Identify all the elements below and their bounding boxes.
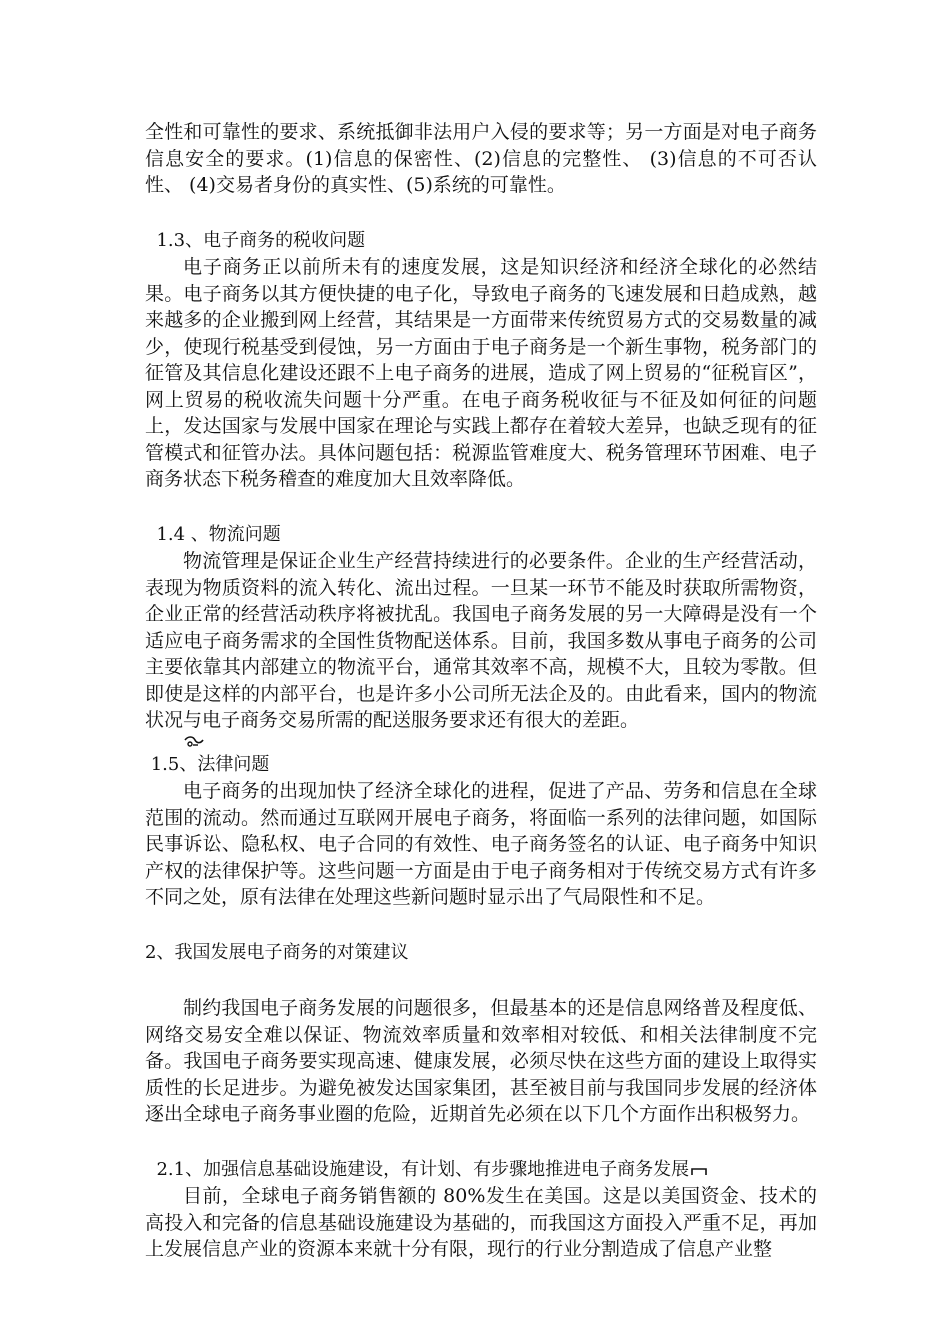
spacer bbox=[145, 199, 817, 228]
bracket-mark-icon bbox=[691, 1164, 707, 1176]
paragraph-2-1: 目前，全球电子商务销售额的 80%发生在美国。这是以美国资金、技术的高投入和完备的信息基础设施建设为基础的，而我国这方面投入严重不足，再加上发展信息产业的资源本来就十分有限，现行的行业分割造成了信息产业整 bbox=[145, 1185, 817, 1260]
scribble-mark-icon bbox=[183, 732, 205, 752]
heading-1-3: 1.3、电子商务的税收问题 bbox=[145, 229, 366, 251]
spacer bbox=[145, 493, 817, 522]
heading-1-5: 1.5、法律问题 bbox=[145, 753, 270, 775]
spacer bbox=[145, 1128, 817, 1157]
heading-1-4: 1.4 、物流问题 bbox=[145, 523, 281, 545]
spacer bbox=[145, 911, 817, 940]
spacer bbox=[145, 966, 817, 995]
paragraph-1-3: 电子商务正以前所未有的速度发展，这是知识经济和经济全球化的必然结果。电子商务以其方便快捷的电子化，导致电子商务的飞速发展和日趋成熟，越来越多的企业搬到网上经营，其结果是一方面带来传统贸易方式的交易数量的减少，使现行税基受到侵蚀，另一方面由于电子商务是一个新生事物，税务部门的征管及其信息化建设还跟不上电子商务的进展，造成了网上贸易的“征税盲区”，网上贸易的税收流失问题十分严重。在电子商务税收征与不征及如何征的问题上，发达国家与发展中国家在理论与实践上都存在着较大差异，也缺乏现有的征管模式和征管办法。具体问题包括：税源监管难度大、税务管理环节困难、电子商务状态下税务稽查的难度加大且效率降低。 bbox=[145, 256, 817, 490]
heading-2-1: 2.1、加强信息基础设施建设，有计划、有步骤地推进电子商务发展 bbox=[145, 1158, 690, 1180]
paragraph-1-5: 电子商务的出现加快了经济全球化的进程，促进了产品、劳务和信息在全球范围的流动。然而通过互联网开展电子商务，将面临一系列的法律问题，如国际民事诉讼、隐私权、电子合同的有效性、电子商务签名的认证、电子商务中知识产权的法律保护等。这些问题一方面是由于电子商务相对于传统交易方式有许多不同之处，原有法律在处理这些新问题时显示出了气局限性和不足。 bbox=[145, 780, 817, 908]
heading-2: 2、我国发展电子商务的对策建议 bbox=[145, 941, 409, 963]
heading-2-1-line bbox=[145, 1157, 817, 1184]
paragraph-2: 制约我国电子商务发展的问题很多，但最基本的还是信息网络普及程度低、网络交易安全难以保证、物流效率质量和效率相对较低、和相关法律制度不完备。我国电子商务要实现高速、健康发展，必须尽快在这些方面的建设上取得实质性的长足进步。为避免被发达国家集团，甚至被目前与我国同步发展的经济体逐出全球电子商务事业圈的危险，近期首先必须在以下几个方面作出积极努力。 bbox=[145, 997, 817, 1125]
paragraph-1-4: 物流管理是保证企业生产经营持续进行的必要条件。企业的生产经营活动，表现为物质资料的流入转化、流出过程。一旦某一环节不能及时获取所需物资，企业正常的经营活动秩序将被扰乱。我国电子商务发展的另一大障碍是没有一个适应电子商务需求的全国性货物配送体系。目前，我国多数从事电子商务的公司主要依靠其内部建立的物流平台，通常其效率不高，规模不大，且较为零散。但即使是这样的内部平台，也是许多小公司所无法企及的。由此看来，国内的物流状况与电子商务交易所需的配送服务要求还有很大的差距。 bbox=[145, 550, 817, 731]
paragraph-intro: 全性和可靠性的要求、系统抵御非法用户入侵的要求等；另一方面是对电子商务信息安全的要求。(1)信息的保密性、(2)信息的完整性、 (3)信息的不可否认性、 (4)交易者身份的真实性、(5)系统的可靠性。 bbox=[145, 121, 817, 196]
document-page bbox=[145, 119, 817, 1263]
